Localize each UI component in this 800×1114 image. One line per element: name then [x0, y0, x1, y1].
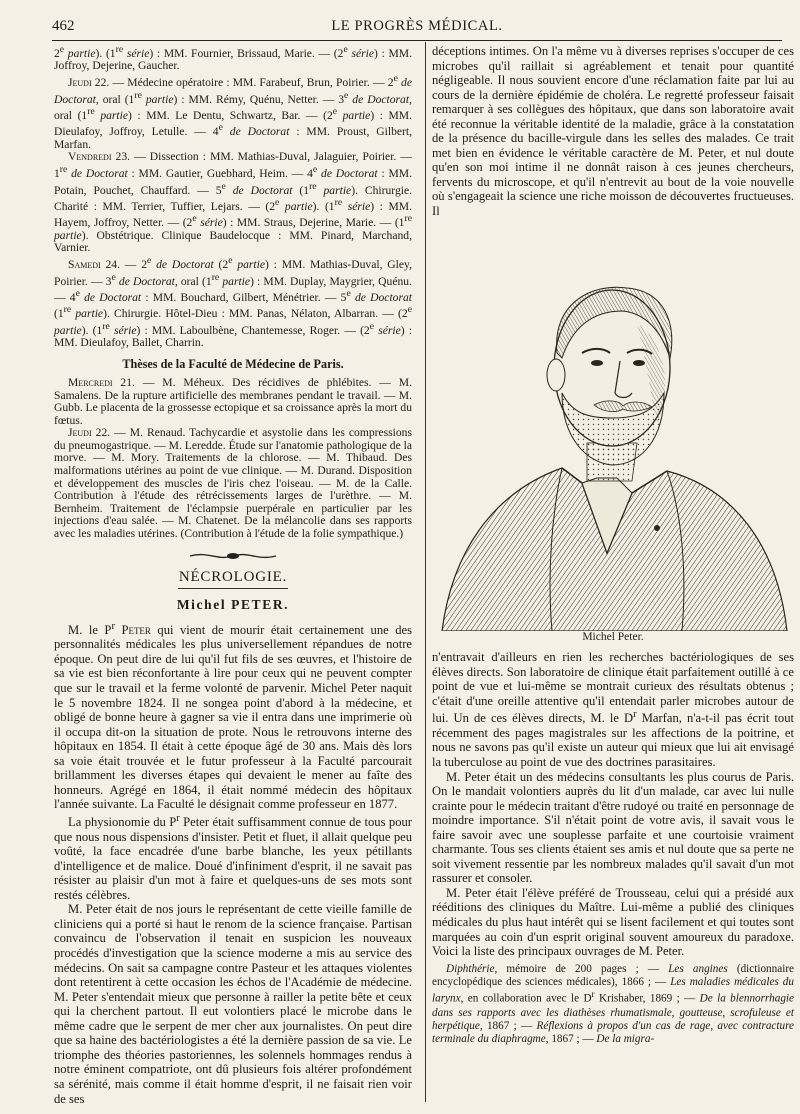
- theses-heading: Thèses de la Faculté de Médecine de Paris.: [122, 356, 344, 371]
- bibliography: Diphthérie, mémoire de 200 pages ; — Les angines (dictionnaire encyclopédique des sciences médicales), 1866 ; — Les maladies médicales du larynx, en collaboration avec le $D^r$ Krishaber, 1869 ; — De la blennorrhagie dans ses rapports avec les diathèses rhumatismale, goutteuse, scrofuleuse et herpétique, 1867 ; — Réflexions à propos d'un cas de rage, avec contracture terminale du diaphragme, 1867 ; — De la migra-: [432, 962, 795, 1046]
- right-column-bottom: [432, 650, 794, 1047]
- ornament-divider: [54, 549, 412, 563]
- heading-rule: [178, 588, 288, 589]
- theses-list: [54, 377, 412, 541]
- obituary-paragraph: M. Peter était un des médecins consultants les plus courus de Paris. On le mandait volontiers auprès du lit d'un malade, car avec lui nulle crainte pour le médecin traitant d'être rudoyé ou traité en personnage de moindre importance. S'il n'était point de votre avis, il savait vous le faire savoir avec une souplesse parfaite et une courtoisie vraiment charmante. Tous ses clients étaient ses amis et nul doute que sa perte ne soit vivement ressentie par les nombreux malades qu'il savait d'un mot rassurer et consoler.: [432, 769, 794, 886]
- exam-entry: Samedi 24. — 2e de Doctorat (2e partie) : MM. Mathias-Duval, Gley, Poirier. — 3e de Doctorat, oral (1re partie) : MM. Duplay, Maygrier, Quénu. — 4e de Doctorat : MM. Bouchard, Gilbert, Ménétrier. — 5e de Doctorat (1re partie). Chirurgie. Hôtel-Dieu : MM. Panas, Nélaton, Albarran. — (2e partie). (1re série) : MM. Laboulbène, Chantemesse, Roger. — (2e série) : MM. Dieulafoy, Ballet, Charrin.: [54, 255, 412, 350]
- theses-entry: Jeudi 22. — M. Renaud. Tachycardie et asystolie dans les compressions du pneumogastrique. — M. Leredde. Étude sur l'anatomie pathologique de la morve. — M. Mory. Traitements de la chlorose. — M. Thibaud. Des malformations utérines au point de vue clinique. — M. Durand. Disposition et développement des muscles de l'iris chez l'oiseau. — M. de la Calle. Contribution à l'étude des rétrécissements larges de l'urèthre. — M. Bernheim. Traitement de l'éclampsie puerpérale en particulier par les injections d'eau salée. — M. Chatenet. De la mélancolie dans ses rapports avec les maladies utérines. (Contribution à l'étude de la folie sympathique.): [54, 426, 412, 541]
- column-divider: [425, 42, 426, 1102]
- page-number: 462: [52, 18, 75, 34]
- continued-paragraph: déceptions intimes. On l'a même vu à diverses reprises s'occuper de ces microbes qu'il raillait si agréablement et tenait pour quantité négligeable. Il nous souvient encore d'une réclamation faite par lui au cours de la dernière épidémie de choléra. Le regretté professeur faisait remarquer à ses collègues des hôpitaux, que dans son laboratoire avait été reconnue la véritable identité de la maladie, grâce à la constatation de la présence du bacille-virgule dans les selles des malades. Ce trait met bien en évidence le véritable caractère de M. Peter, et nul doute qu'en son moi intime il ne donnât raison à ces jeunes chercheurs, fervents du microscope, et qu'il n'entrevit au bout de la voie nouvelle où s'engageait la science une riche moisson de découvertes fructueuses. Il: [432, 44, 794, 219]
- obituary-paragraph: M. Peter était de nos jours le représentant de cette vieille famille de cliniciens qui a porté si haut le renom de la science française. Partisan convaincu de l'observation il tenait en suspicion les nouveaux procédés d'investigation que la science moderne a mis au service des médecins. On sait sa campagne contre Pasteur et les attaques violentes dont retentirent à cette occasion les échos de l'Académie de médecine. M. Peter s'entendait mieux que personne à railler la petite bête et ceux qui la cherchent partout. Il eut volontiers placé le microbe dans le même cadre que le serpent de mer cher aux journalistes. On peut dire que sa haine des bactériologistes a été la dernière passion de sa vie. Le triomphe des théories pastoriennes, les solennels hommages rendus à notre éminent compatriote, ont dû plusieurs fois altérer profondément sa sérénité, mais comme il était homme d'esprit, il ne faisait rien voir de ses: [54, 902, 412, 1106]
- necrology-heading: NÉCROLOGIE.: [178, 568, 288, 585]
- right-column-top: [432, 44, 794, 219]
- obituary-name: Michel PETER.: [176, 596, 290, 612]
- journal-title: LE PROGRÈS MÉDICAL.: [331, 18, 503, 34]
- exam-entry: 2e partie). (1re série) : MM. Fournier, Brissaud, Marie. — (2e série) : MM. Joffroy, Dejerine, Gaucher.: [54, 44, 412, 73]
- obituary-paragraph: La physionomie du $P^r$ Peter était suffisamment connue de tous pour que nous nous dispensions d'insister. Petit et fluet, il allait quelque peu voûté, la face encadrée d'une barbe blanche, les yeux pétillants d'intelligence et de malice. Doué d'infiniment d'esprit, il ne savait pas résister au plaisir d'un mot à faire et quelques-uns de ses mots sont restés célèbres.: [54, 812, 412, 902]
- exam-entry: Vendredi 23. — Dissection : MM. Mathias-Duval, Jalaguier, Poirier. — 1re de Doctorat : MM. Gautier, Guebhard, Heim. — 4e de Doctorat : MM. Potain, Pouchet, Chauffard. — 5e de Doctorat (1re partie). Chirurgie. Charité : MM. Terrier, Tuffier, Lejars. — (2e partie). (1re série) : MM. Hayem, Joffroy, Netter. — (2e série) : MM. Straus, Dejerine, Marie. — (1re partie). Obstétrique. Clinique Baudelocque : MM. Pinard, Marchand, Varnier.: [54, 150, 413, 255]
- portrait-caption: Michel Peter.: [582, 631, 644, 643]
- obituary-paragraph: n'entravait d'ailleurs en rien les recherches bactériologiques de ses élèves directs. Son laboratoire de clinique était parfaitement outillé à ce point de vue et lui-même se montrait curieux des résultats obtenus ; c'était d'une oreille attentive qu'il entendait parler microbes autour de lui. Un de ces élèves directs, M. le $D^r$ Marfan, n'a-t-il pas écrit tout récemment des pages magistrales sur les affections de la poitrine, et nous ne savons pas qu'il existe un auteur qui mieux que lui ait envisagé la tuberculose au point de vue des doctrines parasitaires.: [432, 650, 795, 770]
- obituary-paragraph: M. Peter était l'élève préféré de Trousseau, celui qui a présidé aux rééditions des cliniques du Maître. Lui-même a publié des cliniques médicales du plus haut intérêt qui se lisent facilement et qui toutes sont marquées au coin d'un esprit original souvent amoureux du paradoxe. Voici la liste des principaux ouvrages de M. Peter.: [432, 885, 794, 959]
- obituary-text: [54, 620, 412, 1106]
- obituary-paragraph: M. le $P^r$ Peter qui vient de mourir était certainement une des personnalités médicales les plus universellement répandues de notre époque. On peut dire de lui qu'il fut fils de ses œuvres, et l'histoire de sa vie est bien réconfortante à lire pour ceux qui ne peuvent compter que sur le travail et la ferme volonté de parvenir. Michel Peter naquit le 5 novembre 1824. Il ne songea point d'abord à la médecine, et obligé de bonne heure à gagner sa vie il entra dans une imprimerie où il occupa dit-on la situation de prote. Nous le retrouvons interne des hôpitaux en 1854. Il était à cette époque âgé de 30 ans. Mais dès lors sa voie était trouvée et le futur professeur à la Faculté parcourait brillamment les diverses étapes qui devaient le mener au faîte des honneurs. Agrégé en 1864, il était nommé médecin des hôpitaux l'année suivante. La Faculté le désignait comme professeur en 1877.: [54, 620, 412, 812]
- page-header: [52, 14, 782, 41]
- left-column: [54, 44, 412, 1106]
- portrait-engraving: [432, 253, 794, 631]
- exam-schedule: [54, 44, 412, 350]
- exam-entry: Jeudi 22. — Médecine opératoire : MM. Farabeuf, Brun, Poirier. — 2e de Doctorat, oral (1re partie) : MM. Rémy, Quénu, Netter. — 3e de Doctorat, oral (1re partie) : MM. Le Dentu, Schwartz, Bar. — (2e partie) : MM. Dieulafoy, Joffroy, Letulle. — 4e de Doctorat : MM. Proust, Gilbert, Marfan.: [54, 73, 413, 151]
- theses-entry: Mercredi 21. — M. Méheux. Des récidives de phlébites. — M. Samalens. De la rupture artificielle des membranes pendant le travail. — M. Gubb. Le placenta de la grossesse ectopique et sa croissance après la mort du fœtus.: [54, 375, 412, 427]
